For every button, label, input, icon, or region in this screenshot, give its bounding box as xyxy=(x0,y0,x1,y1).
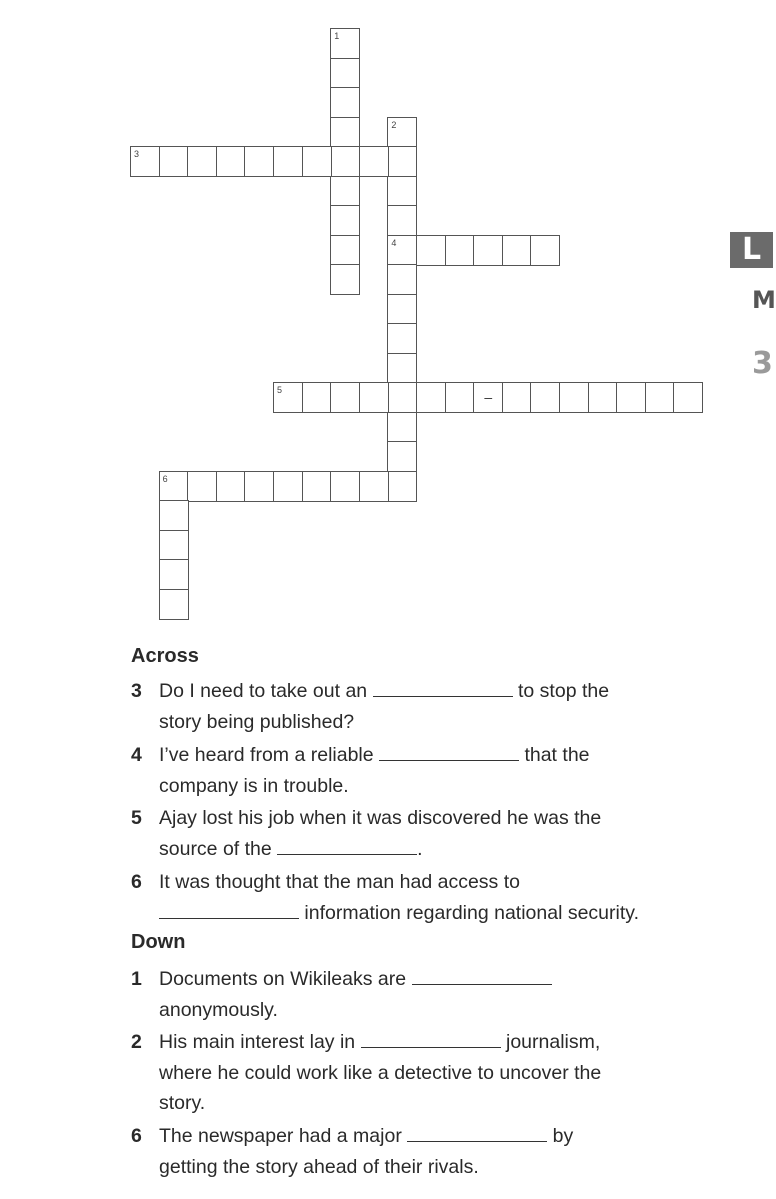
clue-text: I’ve heard from a reliable xyxy=(159,744,374,766)
across-heading: Across xyxy=(131,645,199,667)
clue-number-label: 6 xyxy=(162,473,168,484)
clue-text: His main interest lay in xyxy=(159,1031,356,1053)
clue-text: Do I need to take out an xyxy=(159,680,368,702)
clue-text: journalism, xyxy=(506,1031,601,1053)
crossword-cell[interactable] xyxy=(330,471,360,502)
crossword-cell[interactable] xyxy=(530,382,560,413)
crossword-cell[interactable] xyxy=(159,146,189,177)
crossword-cell[interactable] xyxy=(387,176,417,207)
clue-number: 4 xyxy=(131,744,142,766)
crossword-cell[interactable] xyxy=(359,471,389,502)
crossword-cell[interactable] xyxy=(645,382,675,413)
crossword-cell[interactable] xyxy=(359,382,389,413)
crossword-cell[interactable] xyxy=(330,176,360,207)
crossword-cell[interactable] xyxy=(273,382,303,413)
clue-text: The newspaper had a major xyxy=(159,1125,402,1147)
crossword-cell[interactable] xyxy=(387,441,417,472)
clue-text: story being published? xyxy=(159,710,355,733)
crossword-cell[interactable] xyxy=(387,205,417,236)
crossword-cell[interactable] xyxy=(244,146,274,177)
crossword-cell[interactable] xyxy=(216,146,246,177)
crossword-cell[interactable] xyxy=(330,87,360,118)
crossword-cell[interactable] xyxy=(330,382,360,413)
crossword-cell[interactable] xyxy=(130,146,160,177)
crossword-cell[interactable] xyxy=(416,235,446,266)
crossword-cell[interactable] xyxy=(159,500,189,531)
crossword-cell[interactable] xyxy=(330,28,360,59)
clue-text: company is in trouble. xyxy=(159,774,349,797)
crossword-cell[interactable] xyxy=(387,323,417,354)
down-clue-6 xyxy=(131,1121,731,1182)
answer-blank xyxy=(379,742,519,761)
crossword-cell[interactable] xyxy=(387,146,417,177)
down-heading: Down xyxy=(131,931,186,953)
crossword-cell[interactable] xyxy=(330,205,360,236)
crossword-cell[interactable] xyxy=(159,589,189,620)
clue-text: . xyxy=(417,837,423,860)
crossword-cell[interactable] xyxy=(559,382,589,413)
clue-text: information regarding national security. xyxy=(304,901,639,924)
clue-text: anonymously. xyxy=(159,998,278,1021)
across-clue-5 xyxy=(131,803,731,864)
crossword-cell[interactable] xyxy=(387,235,417,266)
answer-blank xyxy=(373,678,513,697)
clue-text: story. xyxy=(159,1092,206,1114)
down-clue-2 xyxy=(131,1027,731,1119)
crossword-cell[interactable] xyxy=(445,382,475,413)
crossword-cell[interactable] xyxy=(330,146,360,177)
crossword-cell[interactable] xyxy=(387,117,417,148)
crossword-cell[interactable] xyxy=(330,117,360,148)
crossword-cell[interactable] xyxy=(159,471,189,502)
crossword-cell[interactable] xyxy=(330,58,360,89)
clue-number-label: 3 xyxy=(134,149,140,159)
answer-blank xyxy=(361,1029,501,1048)
crossword-cell[interactable] xyxy=(502,235,532,266)
crossword-cell[interactable] xyxy=(159,559,189,590)
clue-number-label: 4 xyxy=(391,237,397,248)
crossword-cell[interactable] xyxy=(302,146,332,177)
crossword-cell[interactable] xyxy=(330,235,360,266)
across-clue-3 xyxy=(131,676,731,737)
clue-number: 5 xyxy=(131,807,142,829)
crossword-cell[interactable] xyxy=(387,294,417,325)
clue-number-label: 1 xyxy=(334,31,340,41)
clue-text: by xyxy=(552,1125,574,1147)
crossword-cell[interactable] xyxy=(473,382,503,413)
crossword-cell[interactable] xyxy=(330,264,360,295)
level-tab: L xyxy=(730,232,773,268)
answer-blank xyxy=(412,966,552,985)
crossword-cell[interactable] xyxy=(216,471,246,502)
unit-number: 3 xyxy=(752,346,773,381)
crossword-cell[interactable] xyxy=(187,471,217,502)
level-sub-label: M xyxy=(752,286,776,314)
across-clue-6 xyxy=(131,867,731,928)
crossword-cell[interactable] xyxy=(387,471,417,502)
crossword-cell[interactable] xyxy=(359,146,389,177)
clue-text: to stop the xyxy=(518,680,610,702)
crossword-cell[interactable] xyxy=(302,471,332,502)
crossword-cell[interactable] xyxy=(530,235,560,266)
crossword-cell[interactable] xyxy=(387,382,417,413)
crossword-cell[interactable] xyxy=(588,382,618,413)
clue-text: It was thought that the man had access to xyxy=(159,871,520,893)
clue-text: source of the xyxy=(159,837,272,860)
answer-blank xyxy=(407,1123,547,1142)
clue-text: Ajay lost his job when it was discovered he was the xyxy=(159,807,602,829)
down-clue-1 xyxy=(131,964,731,1025)
crossword-cell[interactable] xyxy=(473,235,503,266)
clue-number: 3 xyxy=(131,680,142,702)
crossword-cell[interactable] xyxy=(502,382,532,413)
clue-number: 1 xyxy=(131,968,142,990)
crossword-cell[interactable] xyxy=(159,530,189,561)
clue-text: where he could work like a detective to uncover the xyxy=(159,1061,602,1084)
clue-text: Documents on Wikileaks are xyxy=(159,968,407,990)
crossword-cell[interactable] xyxy=(387,264,417,295)
crossword-cell[interactable] xyxy=(445,235,475,266)
crossword-cell[interactable] xyxy=(387,353,417,384)
answer-blank xyxy=(159,900,299,919)
answer-blank xyxy=(277,836,417,855)
clue-number-label: 5 xyxy=(277,385,283,395)
crossword-cell[interactable] xyxy=(273,146,303,177)
clue-number: 6 xyxy=(131,871,142,893)
crossword-cell[interactable] xyxy=(387,412,417,443)
clue-number-label: 2 xyxy=(391,119,397,130)
across-clue-4 xyxy=(131,740,731,801)
crossword-cell[interactable] xyxy=(302,382,332,413)
clue-number: 6 xyxy=(131,1125,142,1147)
crossword-cell[interactable] xyxy=(673,382,703,413)
crossword-cell[interactable] xyxy=(273,471,303,502)
crossword-cell[interactable] xyxy=(616,382,646,413)
clue-number: 2 xyxy=(131,1031,142,1053)
crossword-cell[interactable] xyxy=(187,146,217,177)
clue-text: getting the story ahead of their rivals. xyxy=(159,1155,479,1178)
clue-text: that the xyxy=(524,744,590,766)
hyphen-mark: – xyxy=(484,389,493,405)
crossword-cell[interactable] xyxy=(244,471,274,502)
crossword-cell[interactable] xyxy=(416,382,446,413)
